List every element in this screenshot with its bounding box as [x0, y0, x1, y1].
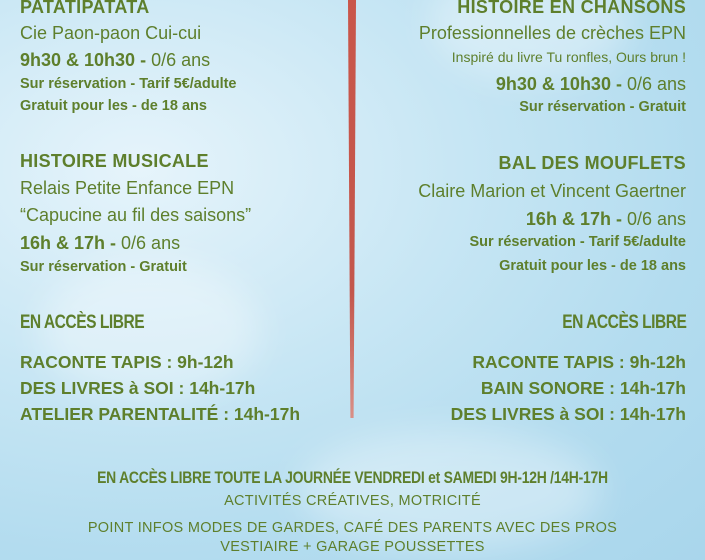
left-libre-item: DES LIVRES à SOI : 14h-17h — [20, 378, 256, 398]
bottom-title: EN ACCÈS LIBRE TOUTE LA JOURNÉE VENDREDI et SAMEDI 9H-12H /14H-17H — [97, 468, 608, 487]
right-event1-time-line — [496, 71, 686, 97]
right-event1-time: 9h30 & 10h30 - — [495, 74, 622, 94]
right-event2-title: BAL DES MOUFLETS — [498, 153, 686, 173]
left-event1-age: 0/6 ans — [146, 50, 211, 70]
center-divider — [348, 0, 356, 418]
right-libre-heading: EN ACCÈS LIBRE — [561, 312, 686, 333]
left-event1-company: Cie Paon-paon Cui-cui — [20, 23, 202, 43]
left-event2-age: 0/6 ans — [116, 233, 181, 253]
bottom-line-1: ACTIVITÉS CRÉATIVES, MOTRICITÉ — [224, 493, 481, 509]
right-event1-age: 0/6 ans — [621, 74, 686, 94]
right-event2-company: Claire Marion et Vincent Gaertner — [418, 181, 686, 201]
right-libre-item: RACONTE TAPIS : 9h-12h — [472, 352, 686, 372]
right-event1-title: HISTOIRE EN CHANSONS — [457, 0, 686, 17]
right-libre-item: BAIN SONORE : 14h-17h — [480, 378, 686, 398]
left-libre-item: ATELIER PARENTALITÉ : 14h-17h — [20, 404, 301, 424]
left-event2-subtitle: “Capucine au fil des saisons” — [20, 205, 252, 225]
left-event1-booking: Sur réservation - Tarif 5€/adulte — [20, 76, 237, 92]
left-event1-free: Gratuit pour les - de 18 ans — [20, 98, 207, 114]
left-event2-booking: Sur réservation - Gratuit — [20, 259, 187, 275]
right-event1-company: Professionnelles de crèches EPN — [418, 23, 686, 43]
right-event2-time-line — [526, 206, 686, 232]
right-event1-booking: Sur réservation - Gratuit — [519, 99, 686, 115]
right-event2-booking: Sur réservation - Tarif 5€/adulte — [469, 234, 686, 250]
left-event1-title: PATATIPATATA — [20, 0, 150, 17]
left-event2-time: 16h & 17h - — [20, 233, 117, 253]
bottom-line-3: VESTIAIRE + GARAGE POUSSETTES — [220, 539, 485, 555]
right-event2-age: 0/6 ans — [621, 209, 686, 229]
left-libre-item: RACONTE TAPIS : 9h-12h — [20, 352, 234, 372]
left-event2-company: Relais Petite Enfance EPN — [20, 178, 235, 198]
left-event2-title: HISTOIRE MUSICALE — [20, 151, 209, 171]
bottom-section — [0, 468, 705, 488]
left-libre-heading: EN ACCÈS LIBRE — [20, 312, 145, 333]
right-event1-inspired: Inspiré du livre Tu ronfles, Ours brun ! — [451, 49, 686, 65]
left-event1-time: 9h30 & 10h30 - — [20, 50, 147, 70]
left-event2-time-line — [20, 230, 180, 256]
right-event2-time: 16h & 17h - — [525, 209, 622, 229]
left-event1-time-line — [20, 47, 210, 73]
right-event2-free: Gratuit pour les - de 18 ans — [499, 258, 686, 274]
right-libre-item: DES LIVRES à SOI : 14h-17h — [450, 404, 686, 424]
bottom-line-2: POINT INFOS MODES DE GARDES, CAFÉ DES PARENTS AVEC DES PROS — [87, 520, 618, 536]
